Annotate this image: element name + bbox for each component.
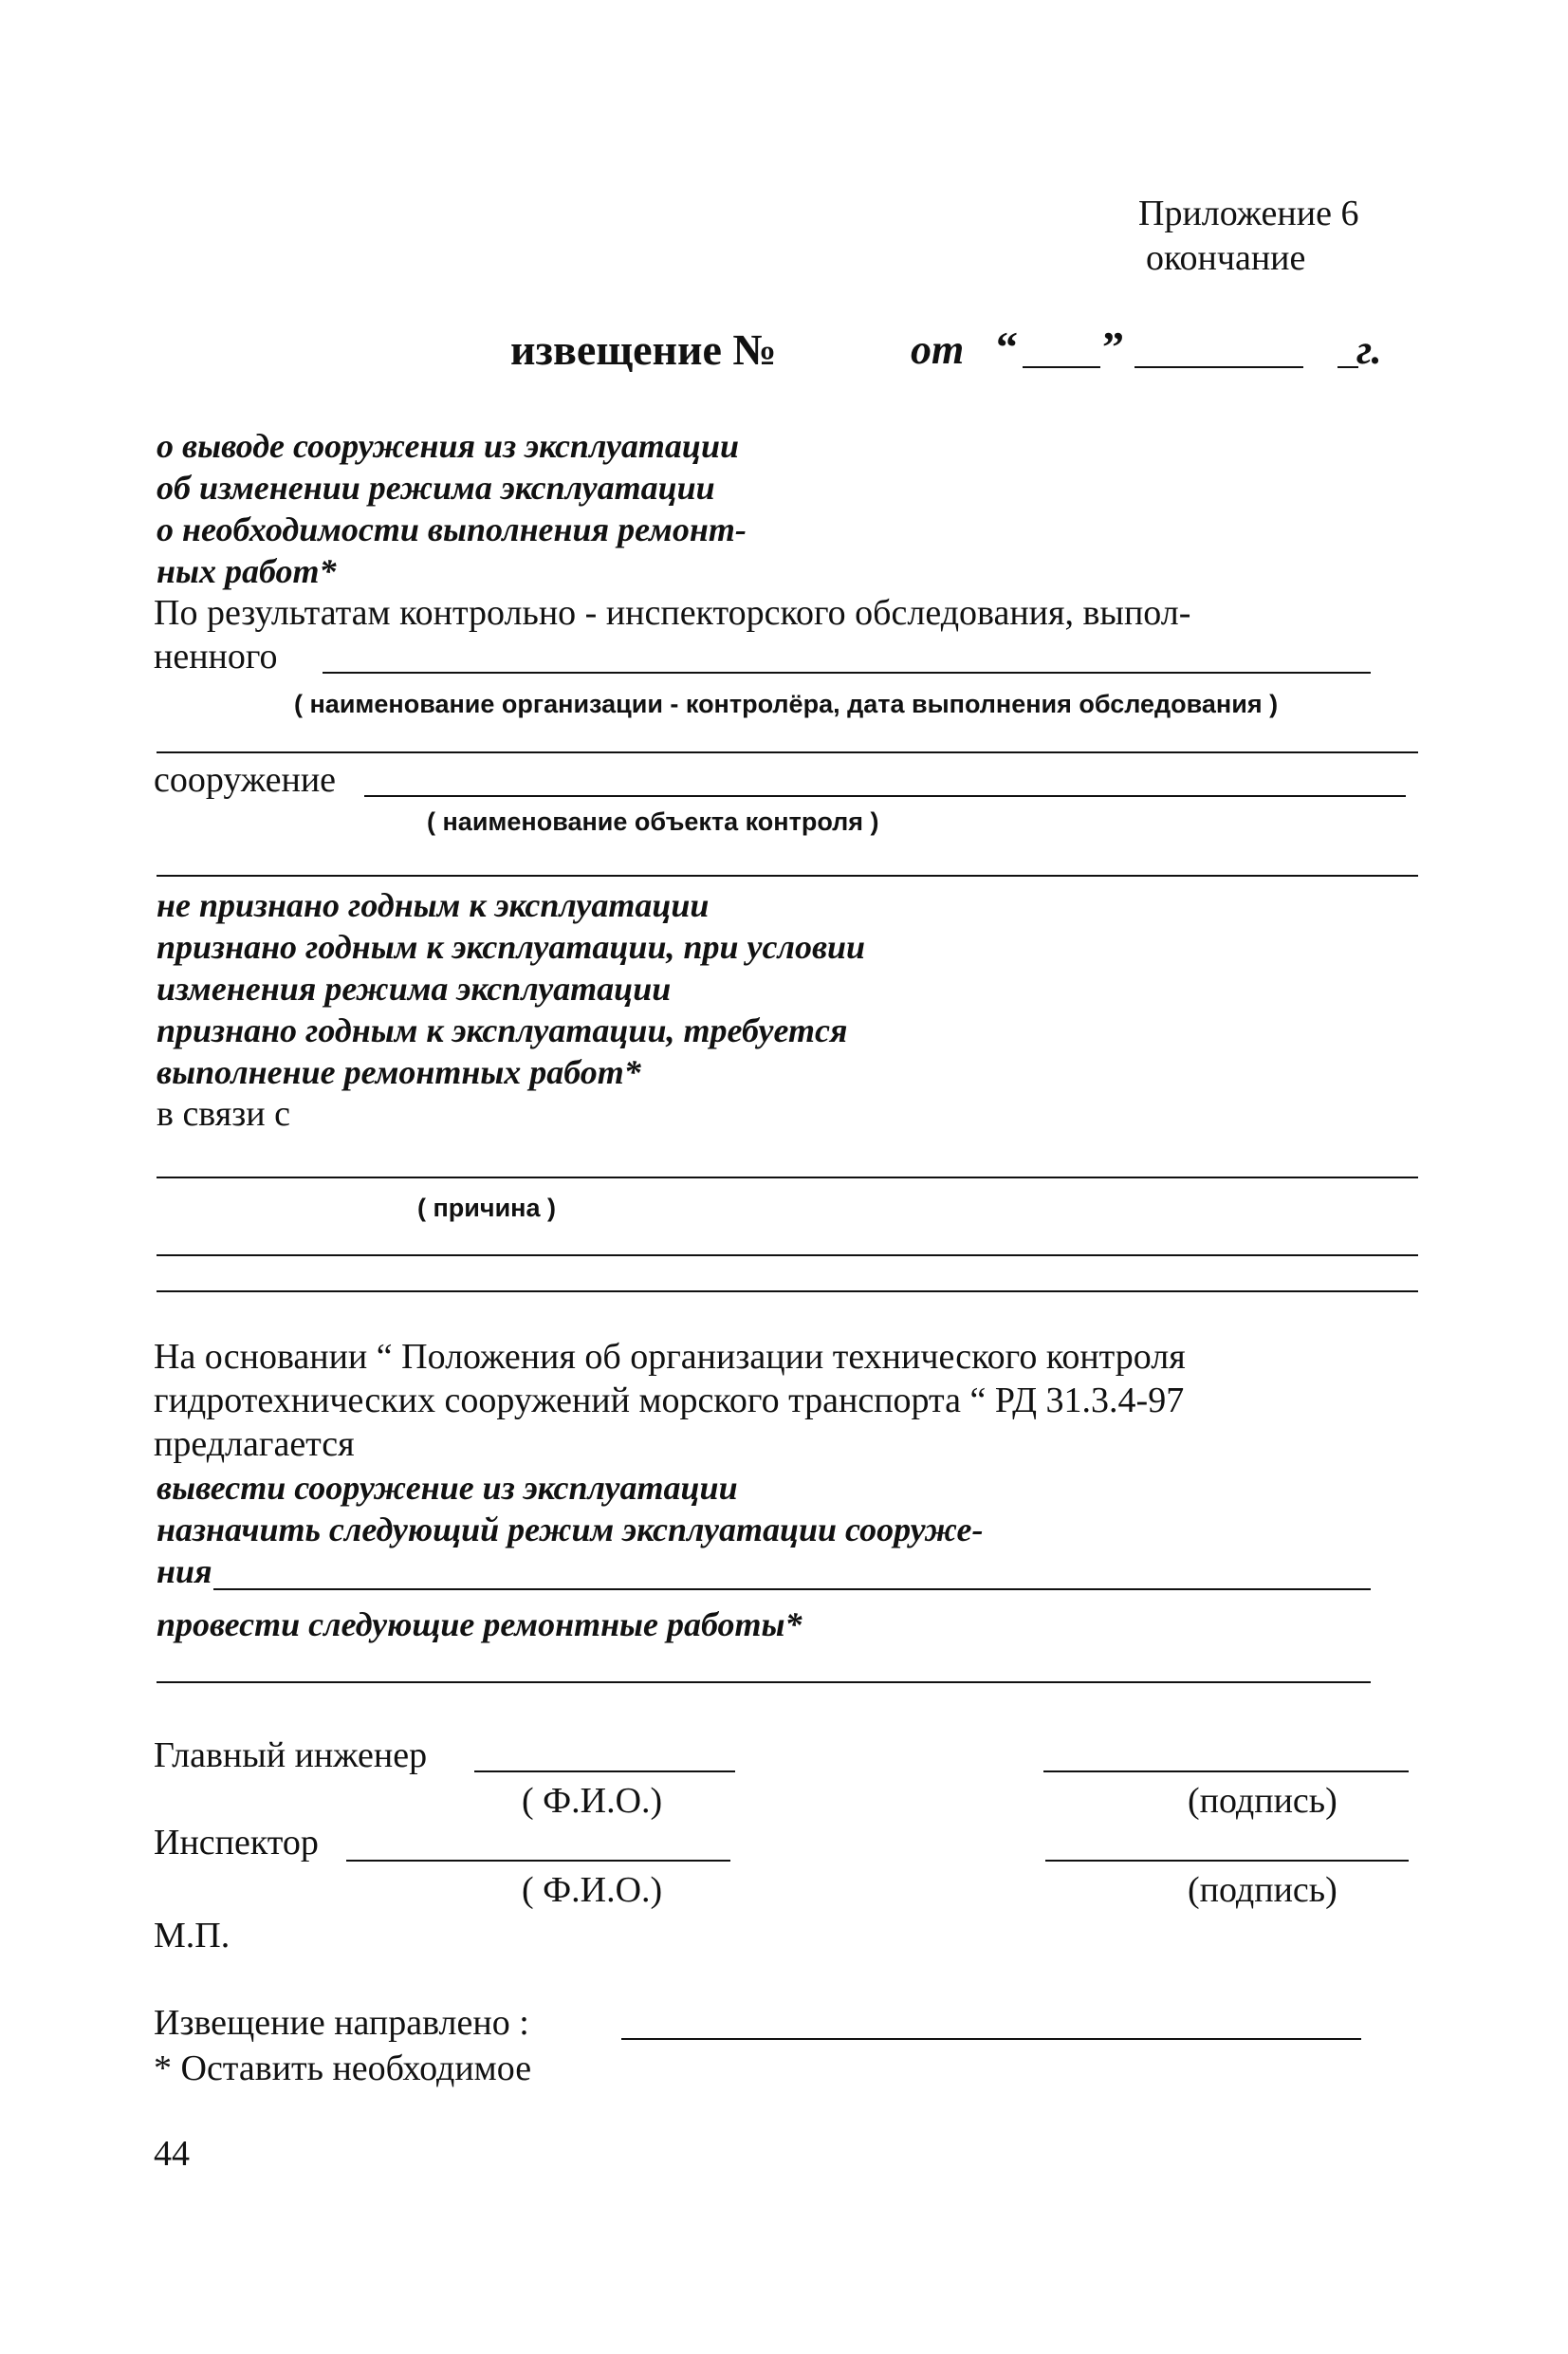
reason-caption: ( причина ) [417,1194,556,1222]
sent-to-field[interactable] [621,2038,1361,2040]
basis-text-cont: гидротехнических сооружений морского транспорта “ РД 31.3.4-97 [154,1381,1185,1420]
structure-caption: ( наименование объекта контроля ) [427,807,879,836]
structure-field[interactable] [364,795,1406,797]
inspection-text-cont: ненного [154,637,278,677]
structure-label: сооружение [154,760,337,800]
inspector-label: Инспектор [154,1823,319,1863]
repair-works-field[interactable] [157,1681,1371,1683]
organization-caption: ( наименование организации - контролёра, дата выполнения обследования ) [294,690,1279,718]
reason-label: в связи с [157,1094,290,1134]
basis-proposal-label: предлагается [154,1424,355,1464]
proposal-option: провести следующие ремонтные работы* [157,1605,802,1643]
basis-text: На основании “ Положения об организации технического контроля [154,1337,1186,1377]
chief-engineer-name-field[interactable] [474,1770,735,1772]
subject-option: о необходимости выполнения ремонт- [157,510,747,548]
chief-engineer-fio-caption: ( Ф.И.О.) [522,1781,663,1821]
date-from-label: от [911,326,965,373]
organization-field-extra[interactable] [157,751,1418,753]
day-blank-line[interactable] [1023,366,1100,368]
page-number: 44 [154,2134,190,2174]
verdict-option: признано годным к эксплуатации, требуется [157,1011,848,1049]
chief-engineer-label: Главный инженер [154,1735,428,1775]
sent-to-label: Извещение направлено : [154,2003,529,2043]
subject-option: об изменении режима эксплуатации [157,469,715,507]
chief-engineer-signature-field[interactable] [1043,1770,1409,1772]
organization-field[interactable] [323,672,1371,674]
continuation-label: окончание [1146,238,1306,278]
month-blank-line[interactable] [1134,366,1303,368]
reason-field-3[interactable] [157,1290,1418,1292]
proposal-option: ния [157,1552,212,1590]
inspector-signature-caption: (подпись) [1188,1870,1337,1910]
verdict-option: выполнение ремонтных работ* [157,1053,641,1091]
inspection-text: По результатам контрольно - инспекторского обследования, выпол- [154,593,1191,633]
inspector-fio-caption: ( Ф.И.О.) [522,1870,663,1910]
year-suffix: г. [1356,326,1382,373]
quote-open: “ [996,323,1018,371]
quote-close: ” [1102,323,1124,371]
verdict-option: изменения режима эксплуатации [157,970,672,1008]
chief-engineer-signature-caption: (подпись) [1188,1781,1337,1821]
inspector-name-field[interactable] [346,1860,730,1862]
inspector-signature-field[interactable] [1045,1860,1409,1862]
year-blank-line[interactable] [1337,366,1358,368]
reason-field-2[interactable] [157,1254,1418,1256]
structure-field-extra[interactable] [157,875,1418,877]
proposal-option: вывести сооружение из эксплуатации [157,1469,738,1507]
footnote: * Оставить необходимое [154,2048,532,2088]
verdict-option: не признано годным к эксплуатации [157,886,710,924]
subject-option: ных работ* [157,552,337,590]
notice-title: извещение № [510,325,777,374]
verdict-option: признано годным к эксплуатации, при условии [157,928,866,966]
subject-option: о выводе сооружения из эксплуатации [157,427,739,465]
proposal-option: назначить следующий режим эксплуатации сооруже- [157,1511,984,1548]
mode-field[interactable] [213,1588,1371,1590]
seal-label: М.П. [154,1916,231,1955]
reason-field[interactable] [157,1177,1418,1178]
appendix-label: Приложение 6 [1138,194,1359,233]
